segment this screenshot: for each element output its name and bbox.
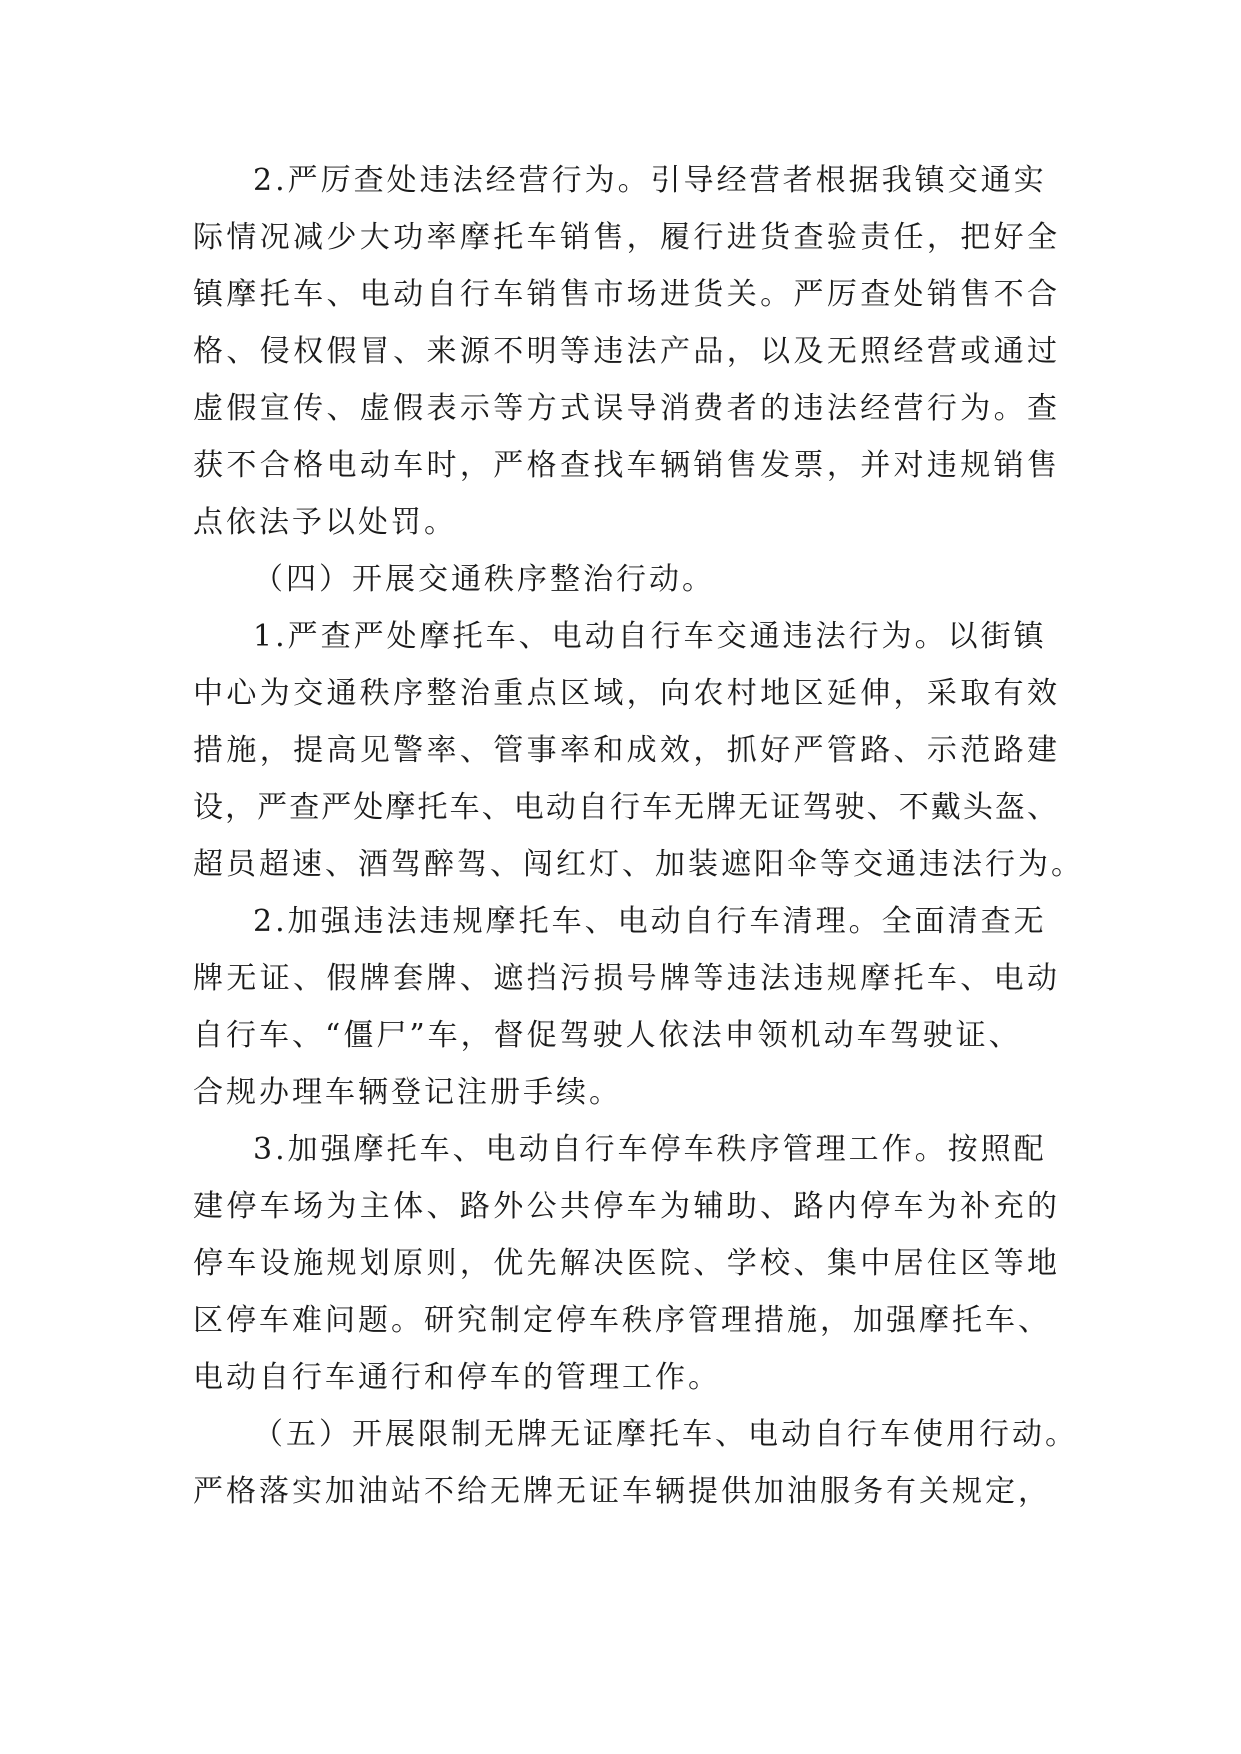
section-heading-traffic-order	[193, 551, 1057, 608]
text-line: 点依法予以处罚。	[193, 505, 457, 540]
paragraph-illegal-business	[193, 152, 1057, 551]
text-line: 2.严厉查处违法经营行为。引导经营者根据我镇交通实	[253, 163, 1047, 198]
text-line: 虚假宣传、虚假表示等方式误导消费者的违法经营行为。查	[193, 391, 1057, 426]
text-line: 镇摩托车、电动自行车销售市场进货关。严厉查处销售不合	[193, 277, 1057, 312]
text-line: 措施，提高见警率、管事率和成效，抓好严管路、示范路建	[193, 733, 1057, 768]
text-line: 建停车场为主体、路外公共停车为辅助、路内停车为补充的	[193, 1189, 1057, 1224]
section-heading: （五）开展限制无牌无证摩托车、电动自行车使用行动。	[253, 1417, 1078, 1452]
text-line: 际情况减少大功率摩托车销售，履行进货查验责任，把好全	[193, 220, 1057, 255]
document-body	[193, 152, 1084, 1520]
section-heading-unlicensed-vehicles	[193, 1406, 1078, 1520]
text-line: 自行车、“僵尸”车，督促驾驶人依法申领机动车驾驶证、	[193, 1018, 1022, 1053]
section-heading: （四）开展交通秩序整治行动。	[253, 562, 715, 597]
text-line: 设，严查严处摩托车、电动自行车无牌无证驾驶、不戴头盔、	[193, 790, 1057, 825]
text-line: 超员超速、酒驾醉驾、闯红灯、加装遮阳伞等交通违法行为。	[193, 847, 1084, 882]
text-line: 停车设施规划原则，优先解决医院、学校、集中居住区等地	[193, 1246, 1057, 1281]
text-line: 中心为交通秩序整治重点区域，向农村地区延伸，采取有效	[193, 676, 1057, 711]
paragraph-parking-management	[193, 1121, 1057, 1406]
text-line: 电动自行车通行和停车的管理工作。	[193, 1360, 721, 1395]
text-line: 区停车难问题。研究制定停车秩序管理措施，加强摩托车、	[193, 1303, 1051, 1338]
text-line: 牌无证、假牌套牌、遮挡污损号牌等违法违规摩托车、电动	[193, 961, 1057, 996]
text-line: 合规办理车辆登记注册手续。	[193, 1075, 622, 1110]
text-line: 2.加强违法违规摩托车、电动自行车清理。全面清查无	[253, 904, 1047, 939]
text-line: 格、侵权假冒、来源不明等违法产品，以及无照经营或通过	[193, 334, 1057, 369]
text-line: 严格落实加油站不给无牌无证车辆提供加油服务有关规定，	[193, 1474, 1051, 1509]
text-line: 3.加强摩托车、电动自行车停车秩序管理工作。按照配	[253, 1132, 1047, 1167]
text-line: 1.严查严处摩托车、电动自行车交通违法行为。以街镇	[253, 619, 1047, 654]
paragraph-traffic-violations	[193, 608, 1084, 893]
paragraph-vehicle-cleanup	[193, 893, 1057, 1121]
text-line: 获不合格电动车时，严格查找车辆销售发票，并对违规销售	[193, 448, 1057, 483]
